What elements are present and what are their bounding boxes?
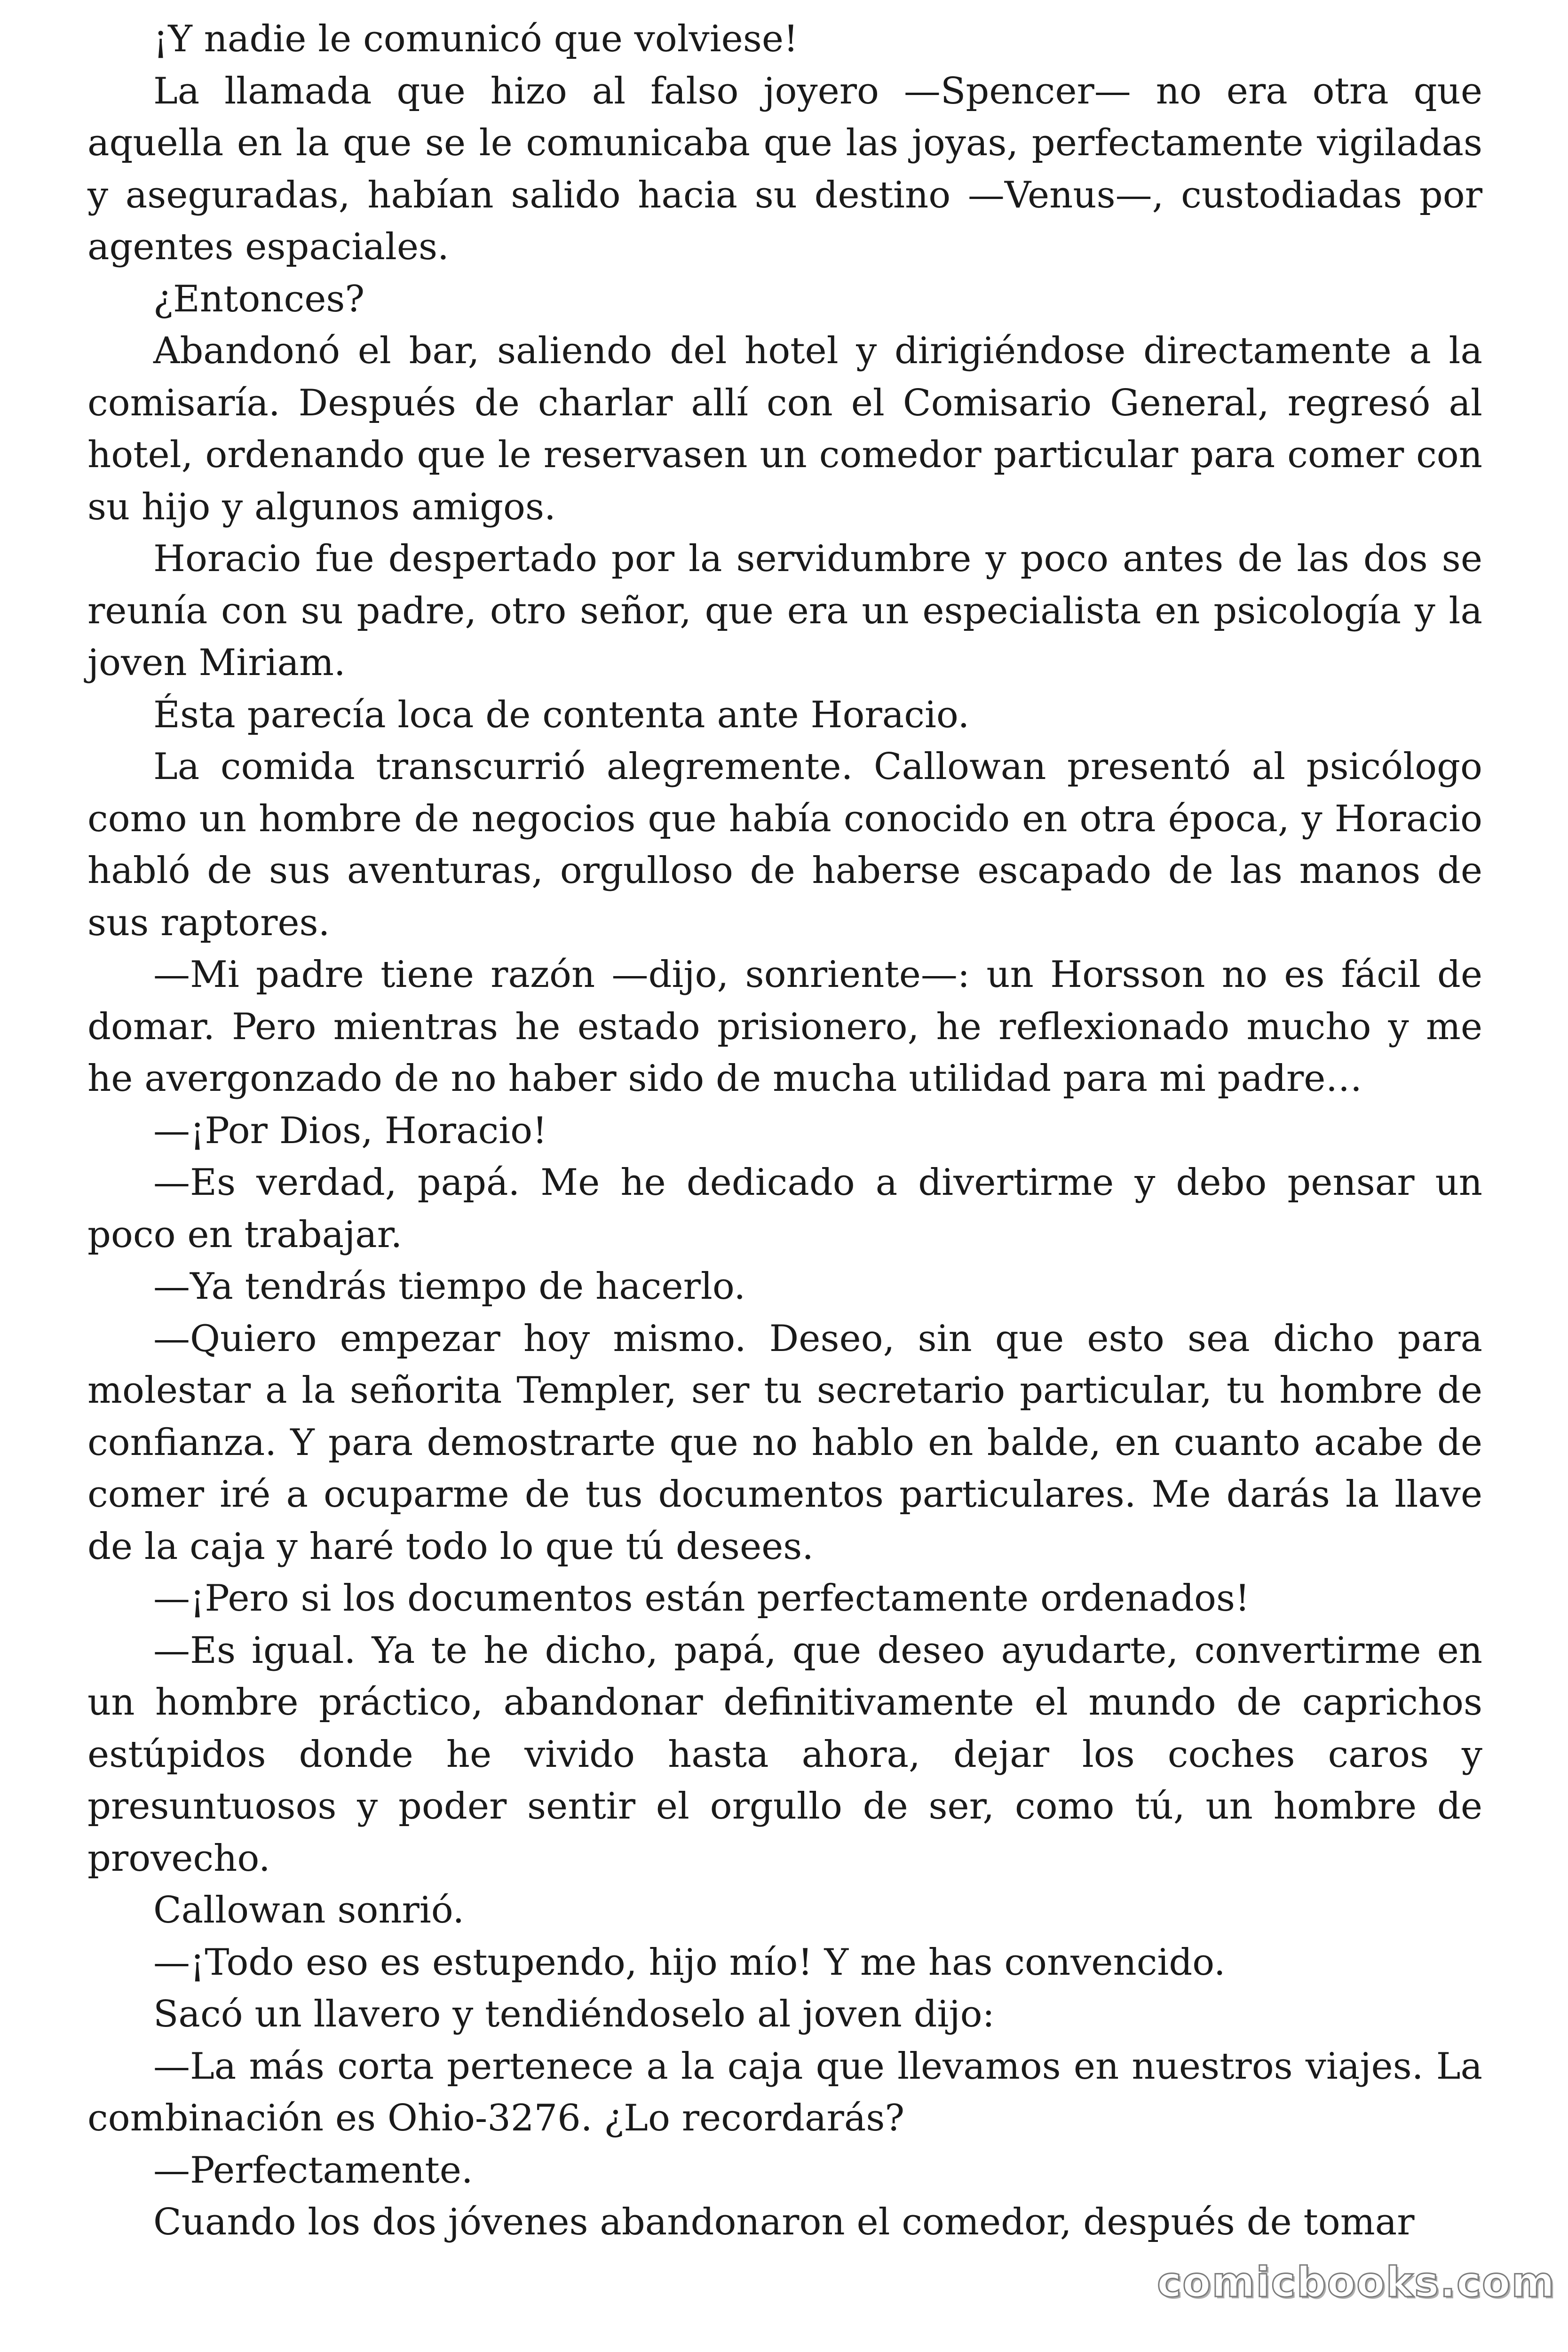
paragraph: Callowan sonrió.: [153, 1889, 465, 1931]
paragraph: —¡Pero si los documentos están perfectamente ordenados!: [153, 1577, 1250, 1620]
paragraph: Horacio fue despertado por la servidumbre y poco antes de las dos se reunía con su padre, otro señor, que era un especialista en psicología y la joven Miriam.: [87, 538, 1482, 684]
paragraph: —La más corta pertenece a la caja que llevamos en nuestros viajes. La combinación es Ohio-3276. ¿Lo recordarás?: [87, 2045, 1482, 2139]
body-text: [87, 13, 1482, 2249]
paragraph: —Perfectamente.: [153, 2149, 473, 2192]
paragraph: ¿Entonces?: [153, 278, 365, 320]
paragraph: —Mi padre tiene razón —dijo, sonriente—: un Horsson no es fácil de domar. Pero mientras he estado prisionero, he reflexionado mucho y me he avergonzado de no haber sido de mucha utilidad para mi padre…: [87, 954, 1482, 1100]
paragraph: ¡Y nadie le comunicó que volviese!: [153, 18, 799, 60]
paragraph: —Ya tendrás tiempo de hacerlo.: [153, 1265, 746, 1308]
paragraph: —Quiero empezar hoy mismo. Deseo, sin que esto sea dicho para molestar a la señorita Templer, ser tu secretario particular, tu hombre de confianza. Y para demostrarte que no hablo en balde, en cuanto acabe de comer iré a ocuparme de tus documentos particulares. Me darás la llave de la caja y haré todo lo que tú desees.: [87, 1317, 1482, 1568]
paragraph: Ésta parecía loca de contenta ante Horacio.: [153, 693, 970, 736]
paragraph: —¡Todo eso es estupendo, hijo mío! Y me has convencido.: [153, 1941, 1226, 1984]
paragraph: —Es verdad, papá. Me he dedicado a divertirme y debo pensar un poco en trabajar.: [87, 1161, 1482, 1256]
paragraph: La comida transcurrió alegremente. Callowan presentó al psicólogo como un hombre de negocios que había conocido en otra época, y Horacio habló de sus aventuras, orgulloso de haberse escapado de las manos de sus raptores.: [87, 746, 1482, 944]
paragraph: La llamada que hizo al falso joyero —Spencer— no era otra que aquella en la que se le comunicaba que las joyas, perfectamente vigiladas y aseguradas, habían salido hacia su destino —Venus—, custodiadas por agentes espaciales.: [87, 70, 1482, 268]
paragraph: —¡Por Dios, Horacio!: [153, 1109, 547, 1152]
paragraph: Abandonó el bar, saliendo del hotel y dirigiéndose directamente a la comisaría. Después de charlar allí con el Comisario General, regresó al hotel, ordenando que le reservasen un comedor particular para comer con su hijo y algunos amigos.: [87, 330, 1482, 528]
paragraph: —Es igual. Ya te he dicho, papá, que deseo ayudarte, convertirme en un hombre práctico, abandonar definitivamente el mundo de caprichos estúpidos donde he vivido hasta ahora, dejar los coches caros y presuntuosos y poder sentir el orgullo de ser, como tú, un hombre de provecho.: [87, 1629, 1482, 1880]
watermark-logo: comicbooks.com: [1157, 2258, 1556, 2306]
paragraph: Cuando los dos jóvenes abandonaron el comedor, después de tomar: [153, 2201, 1415, 2243]
paragraph: Sacó un llavero y tendiéndoselo al joven dijo:: [153, 1993, 995, 2035]
